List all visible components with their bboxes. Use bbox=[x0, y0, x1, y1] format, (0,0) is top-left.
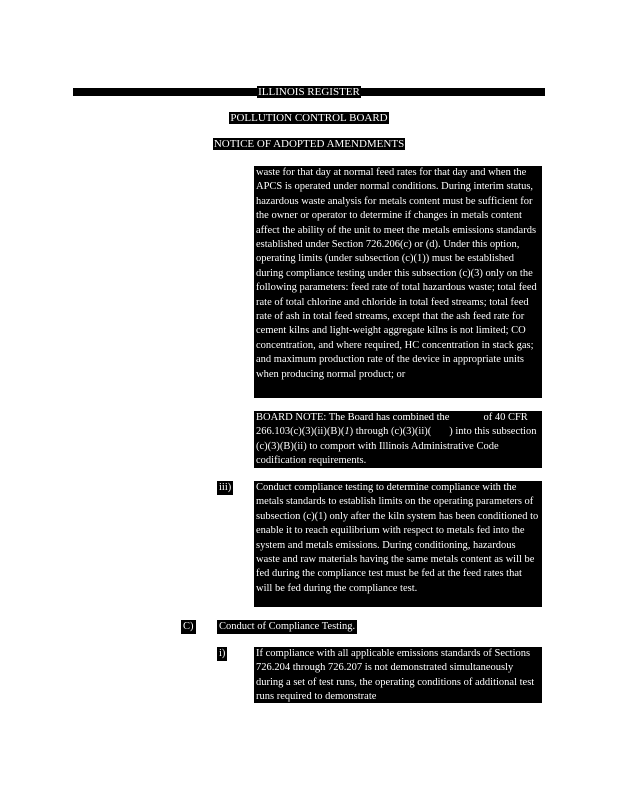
item-c-text: Conduct of Compliance Testing. bbox=[219, 621, 356, 632]
item-iii-text: Conduct compliance testing to determine compliance with the metals standards to establish limits on the operating parameters of subsection (c)(1) only after the kiln system has been conditioned to enable it to reach equilibrium with respect to metals fed into the system and metals emissions. During conditioning, hazardous waste and raw materials having the same metals content as will be fed during the compliance test must be fed at the feed rates that will be fed during the compliance test. bbox=[254, 481, 542, 607]
board-title: POLLUTION CONTROL BOARD bbox=[230, 112, 388, 124]
item-i-text: If compliance with all applicable emissions standards of Sections 726.204 through 726.207 is not demonstrated simultaneously during a set of test runs, the operating conditions of additional test runs required to demonstrate bbox=[254, 647, 542, 703]
board-note: BOARD NOTE: The Board has combined the of 40 CFR 266.103(c)(3)(ii)(B)(1) through (c)(3)(ii)( ) into this subsection (c)(3)(B)(ii) to comport with Illinois Administrative Code codification requirements. bbox=[254, 411, 542, 468]
item-iii-label: iii) bbox=[219, 482, 232, 493]
notice-title: NOTICE OF ADOPTED AMENDMENTS bbox=[213, 138, 405, 150]
item-c-label: C) bbox=[183, 621, 194, 632]
option-paragraph: waste for that day at normal feed rates for that day and when the APCS is operated under normal conditions. During interim status, hazardous waste analysis for metals content must be sufficient for the owner or operator to determine if changes in metals content affect the ability of the unit to meet the metals emissions standards established under Section 726.206(c) or (d). Under this option, operating limits (under subsection (c)(1)) must be established during compliance testing under this subsection (c)(3) only on the following parameters: feed rate of total hazardous waste; total feed rate of total chlorine and chloride in total feed streams; total feed rate of ash in total feed streams, except that the ash feed rate for cement kilns and light-weight aggregate kilns is not limited; CO concentration, and where required, HC concentration in stack gas; and maximum production rate of the device in appropriate units when producing normal product; or bbox=[254, 166, 542, 398]
register-title: ILLINOIS REGISTER bbox=[258, 86, 360, 98]
item-i-label: i) bbox=[219, 648, 226, 659]
